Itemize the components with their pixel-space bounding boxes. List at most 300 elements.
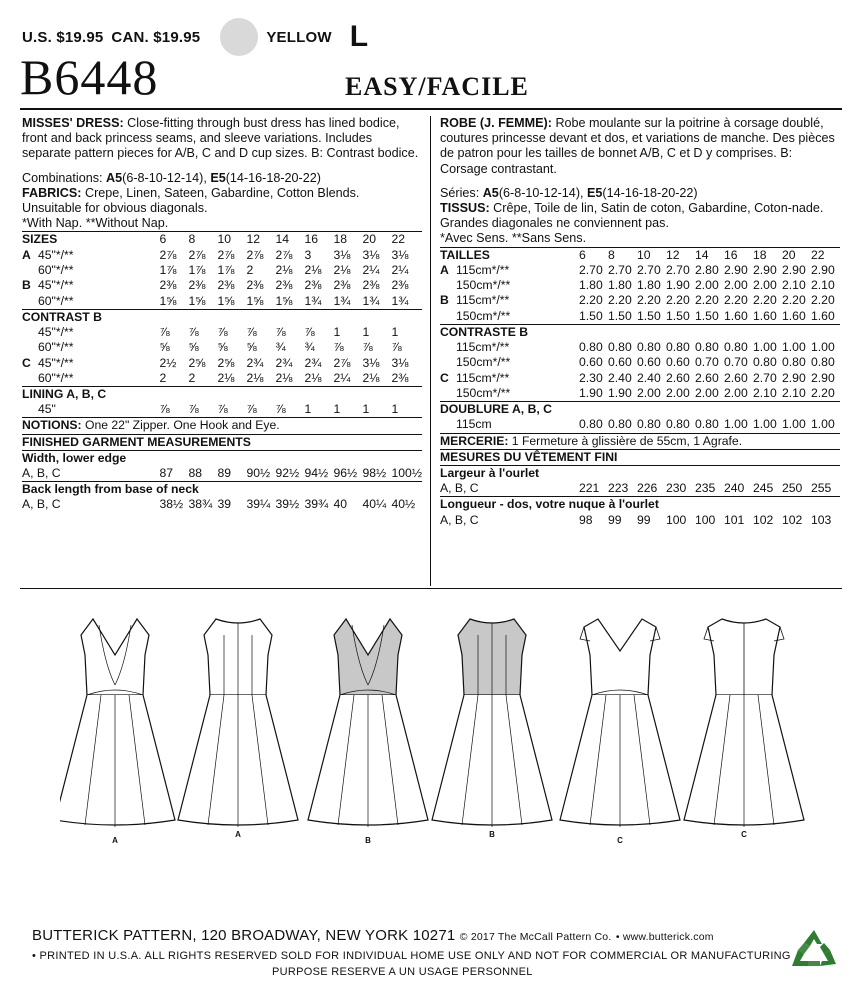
width-label: 150cm*/** (456, 308, 511, 323)
measurement-value: 235 (695, 481, 716, 496)
yardage-value: 1¾ (333, 293, 351, 308)
view-c-front (560, 619, 680, 827)
yardage-value: 2.60 (724, 370, 748, 385)
yardage-value: 2.90 (782, 262, 806, 277)
yardage-value: 0.80 (695, 417, 719, 432)
yardage-value: 2⅛ (333, 262, 351, 277)
measurement-value: 92½ (275, 466, 300, 481)
table-row (440, 513, 840, 528)
yardage-value: 1.00 (782, 340, 806, 355)
yardage-value: 2⅜ (333, 278, 351, 293)
dress-sketches (60, 615, 820, 855)
yardage-value: 2.90 (724, 262, 748, 277)
width-label: B 45"*/** (22, 278, 74, 293)
size-header: 8 (608, 247, 615, 262)
table-row (440, 247, 840, 263)
width-label: C 45"*/** (22, 355, 74, 370)
measurement-value: 89 (217, 466, 232, 481)
measurement-value: 100½ (391, 466, 422, 481)
yardage-value: 2⅞ (333, 355, 351, 370)
yardage-value: 2.20 (724, 293, 748, 308)
yardage-value: 1 (333, 324, 341, 339)
difficulty-label: EASY/FACILE (345, 72, 529, 101)
column-divider (430, 116, 431, 586)
table-row (440, 497, 840, 513)
yardage-value: 2⅜ (217, 278, 235, 293)
yardage-value: 2.00 (637, 386, 661, 401)
width-label: 115cm*/** (456, 340, 510, 355)
fabrics-en: FABRICS: Crepe, Linen, Sateen, Gabardine, Cotton Blends. (22, 185, 360, 200)
table-row (22, 325, 422, 340)
spacer-cell (510, 340, 579, 355)
measurement-value: 102 (753, 512, 774, 527)
footer-rights: • PRINTED IN U.S.A. ALL RIGHTS RESERVED SOLD FOR INDIVIDUAL HOME USE ONLY AND NOT FOR COMMERCIAL OR MANUFACTURING (32, 950, 791, 962)
yardage-value: 0.80 (666, 340, 690, 355)
table-row (22, 309, 422, 325)
yardage-value: 1.90 (579, 386, 603, 401)
yardage-value: 2.70 (753, 370, 777, 385)
yardage-value: 2¾ (246, 355, 264, 370)
yardage-value: 0.80 (637, 417, 661, 432)
spacer-cell (80, 402, 160, 418)
english-column (22, 116, 422, 513)
yardage-value: 2¼ (362, 262, 380, 277)
fabrics-fr: TISSUS: Crêpe, Toile de lin, Satin de coton, Gabardine, Coton-nade. (440, 201, 824, 216)
combinations-fr: Séries: A5(6-8-10-12-14), E5(14-16-18-20-22) (440, 185, 698, 200)
measurement-value: 90½ (246, 466, 271, 481)
table-row (440, 278, 840, 293)
size-header: 6 (579, 247, 586, 262)
table-bottom-rule (20, 588, 842, 589)
width-label: 150cm*/** (456, 355, 511, 370)
yardage-value: 2.80 (695, 262, 719, 277)
spacer-cell (510, 293, 579, 308)
table-row (440, 355, 840, 370)
table-row (440, 449, 840, 465)
yardage-value: 0.80 (724, 340, 748, 355)
yardage-value: 2.20 (811, 386, 835, 401)
yardage-value: 1.50 (608, 308, 632, 323)
website-link[interactable]: • www.butterick.com (615, 931, 714, 943)
view-b-front (308, 619, 428, 827)
spacer-cell (80, 294, 160, 310)
yardage-value: 2½ (159, 355, 177, 370)
view-c-back (684, 619, 804, 827)
spacer-cell (80, 371, 160, 387)
yardage-value: 0.80 (579, 340, 603, 355)
view-b-back (432, 619, 552, 827)
measurement-value: 40½ (391, 497, 416, 512)
yardage-value: ¾ (304, 340, 315, 355)
measurement-value: 87 (159, 466, 174, 481)
contrast-label: CONTRASTE B (440, 324, 529, 339)
yardage-value: ⅝ (159, 340, 170, 355)
back-length-label: Longueur - dos, votre nuque à l'ourlet (440, 497, 659, 512)
yardage-value: 2⅞ (159, 247, 177, 262)
spacer-cell (510, 417, 579, 433)
yardage-value: 2.40 (637, 370, 661, 385)
yardage-value: 2⅛ (275, 370, 293, 385)
yardage-value: 2¼ (391, 262, 409, 277)
view-label: B (365, 836, 371, 845)
contrast-label: CONTRAST B (22, 309, 102, 324)
yardage-value: 2.10 (782, 386, 806, 401)
measurement-value: 98½ (362, 466, 387, 481)
yardage-value: 2⅜ (188, 278, 206, 293)
footer-personal-use: PURPOSE RESERVE A UN USAGE PERSONNEL (272, 966, 533, 978)
measurement-value: 221 (579, 481, 600, 496)
yardage-value: 0.60 (666, 355, 690, 370)
table-row (22, 248, 422, 263)
measurement-value: 39 (217, 497, 232, 512)
yardage-value: ⅝ (217, 340, 228, 355)
yardage-value: 2¾ (275, 355, 293, 370)
yardage-value: ⅝ (246, 340, 257, 355)
combinations-en: Combinations: A5(6-8-10-12-14), E5(14-16-18-20-22) (22, 170, 321, 185)
lining-label: DOUBLURE A, B, C (440, 402, 552, 417)
spacer-cell (510, 481, 579, 497)
view-label: A (235, 830, 241, 839)
yardage-value: 2.40 (608, 370, 632, 385)
measurement-value: 94½ (304, 466, 329, 481)
spacer-cell (510, 386, 579, 402)
yardage-value: 1¾ (362, 293, 380, 308)
measurement-value: 245 (753, 481, 774, 496)
yardage-value: 1.60 (724, 308, 748, 323)
yardage-value: 0.80 (608, 417, 632, 432)
yardage-value: 1.00 (753, 340, 777, 355)
views-label: A, B, C (440, 481, 479, 496)
yardage-value: 1.00 (811, 417, 835, 432)
yardage-value: 1.90 (608, 386, 632, 401)
yardage-value: ⅞ (159, 402, 170, 417)
color-name: YELLOW (266, 28, 332, 46)
yardage-value: 0.80 (666, 417, 690, 432)
yardage-value: 1 (304, 402, 312, 417)
yardage-value: 2.70 (666, 262, 690, 277)
yardage-value: 2.90 (811, 370, 835, 385)
yardage-value: 2 (159, 370, 167, 385)
nap-note-en: *With Nap. **Without Nap. (22, 216, 169, 231)
spacer-cell (510, 371, 579, 386)
measurement-value: 88 (188, 466, 203, 481)
size-header: 10 (637, 247, 651, 262)
spacer-cell (510, 263, 579, 278)
nap-note-fr: *Avec Sens. **Sans Sens. (440, 231, 587, 246)
table-row (22, 434, 422, 450)
width-label: C 115cm*/** (440, 370, 510, 385)
size-header: 16 (724, 247, 738, 262)
measurement-value: 240 (724, 481, 745, 496)
measurement-value: 103 (811, 512, 832, 527)
size-header: 20 (362, 232, 377, 247)
yardage-value: 1⅝ (246, 293, 264, 308)
measurement-value: 223 (608, 481, 629, 496)
yardage-value: 3 (304, 247, 312, 262)
yardage-value: 2⅛ (304, 370, 322, 385)
size-letter: L (349, 20, 369, 53)
yardage-value: 2.00 (666, 386, 690, 401)
can-price: CAN. $19.95 (111, 28, 201, 46)
yardage-value: 2⅞ (217, 247, 235, 262)
size-header: 22 (811, 247, 825, 262)
sizes-label: TAILLES (440, 247, 490, 262)
table-row (440, 324, 840, 340)
measurement-value: 99 (608, 512, 622, 527)
width-label: Width, lower edge (22, 450, 127, 465)
measurement-value: 230 (666, 481, 687, 496)
yardage-table-fr (440, 247, 840, 528)
yardage-value: 2.90 (782, 370, 806, 385)
yardage-value: 2⅜ (304, 278, 322, 293)
spacer-cell (80, 325, 160, 340)
yardage-value: 2.20 (666, 293, 690, 308)
yardage-value: 1.00 (782, 417, 806, 432)
description-fr: ROBE (J. FEMME): Robe moulante sur la poitrine à corsage doublé, coutures princesse devant et dos, et variations de manche. Des pièces de patron pour les tailles de bonnet A/B, C et D y comprises. B: Corsage contrastant. (440, 116, 835, 176)
yardage-value: 1⅝ (275, 293, 293, 308)
measurement-value: 102 (782, 512, 803, 527)
measurement-value: 100 (666, 512, 687, 527)
spacer-cell (80, 263, 160, 278)
table-row (440, 309, 840, 325)
views-label: A, B, C (22, 497, 61, 512)
yardage-value: 0.60 (637, 355, 661, 370)
yardage-value: 0.80 (637, 340, 661, 355)
size-header: 20 (782, 247, 796, 262)
measurement-value: 39½ (275, 497, 300, 512)
yardage-value: 1⅞ (217, 262, 235, 277)
yardage-value: ⅞ (333, 340, 344, 355)
table-row (440, 417, 840, 433)
company-address: BUTTERICK PATTERN, 120 BROADWAY, NEW YORK 10271 (32, 927, 456, 944)
yardage-value: 2.30 (579, 370, 603, 385)
yardage-value: 1 (333, 402, 341, 417)
view-label: B (489, 830, 495, 839)
table-row (440, 402, 840, 418)
yardage-value: 0.70 (695, 355, 719, 370)
yardage-value: 1.00 (724, 417, 748, 432)
yardage-value: 2¾ (304, 355, 322, 370)
spacer-cell (80, 356, 160, 371)
spacer-cell (80, 466, 160, 482)
yardage-value: ⅞ (275, 402, 286, 417)
yardage-value: 2.20 (695, 293, 719, 308)
yardage-value: 2.00 (753, 278, 777, 293)
yardage-value: 1 (362, 324, 370, 339)
size-header: 14 (275, 232, 290, 247)
yardage-value: 2.10 (811, 278, 835, 293)
yardage-value: 2 (188, 370, 196, 385)
yardage-value: ⅞ (246, 402, 257, 417)
yardage-value: 1.00 (753, 417, 777, 432)
yardage-value: 1⅝ (159, 293, 177, 308)
measurement-value: 101 (724, 512, 745, 527)
footer-company (32, 927, 714, 944)
yardage-value: 1¾ (391, 293, 409, 308)
spacer-cell (80, 340, 160, 355)
yardage-value: 3⅛ (391, 355, 409, 370)
width-label: B 115cm*/** (440, 293, 510, 308)
width-label: 60"*/** (38, 340, 74, 355)
yardage-value: 2⅜ (391, 370, 409, 385)
spacer-cell (80, 248, 160, 263)
yardage-value: 1.60 (782, 308, 806, 323)
yardage-value: 2⅜ (159, 278, 177, 293)
yardage-value: 2⅛ (217, 370, 235, 385)
notions: NOTIONS: One 22" Zipper. One Hook and Eye. (22, 418, 280, 433)
yardage-value: 2⅛ (246, 370, 264, 385)
yardage-value: 0.80 (753, 355, 777, 370)
copyright: © 2017 The McCall Pattern Co. (459, 931, 612, 943)
width-label: 115cm (456, 417, 492, 432)
yardage-value: ⅞ (159, 324, 170, 339)
yardage-value: 1⅝ (188, 293, 206, 308)
width-label: 150cm*/** (456, 278, 511, 293)
spacer-cell (510, 355, 579, 370)
yardage-value: 2.00 (695, 386, 719, 401)
width-label: 150cm*/** (456, 386, 511, 401)
yardage-value: 2⅛ (362, 370, 380, 385)
measurement-value: 98 (579, 512, 593, 527)
spacer-cell (510, 309, 579, 325)
table-row (440, 293, 840, 308)
yardage-value: 2.10 (753, 386, 777, 401)
table-row (440, 263, 840, 278)
yardage-value: 2⅜ (391, 278, 409, 293)
spacer-cell (510, 513, 579, 528)
table-row (22, 278, 422, 293)
measurement-value: 40 (333, 497, 348, 512)
yardage-value: 2.20 (782, 293, 806, 308)
yardage-value: 2.60 (695, 370, 719, 385)
measurement-value: 250 (782, 481, 803, 496)
yardage-value: 0.70 (724, 355, 748, 370)
width-label: 60"*/** (38, 262, 74, 277)
measurement-value: 255 (811, 481, 832, 496)
width-label: 45"*/** (38, 324, 74, 339)
yardage-value: 2.60 (666, 370, 690, 385)
yardage-value: 1 (391, 324, 399, 339)
yardage-value: ⅞ (275, 324, 286, 339)
spacer-cell (80, 497, 160, 512)
view-label: C (741, 830, 747, 839)
finished-measurements-label: FINISHED GARMENT MEASUREMENTS (22, 434, 251, 449)
view-label: C (617, 836, 623, 845)
yardage-value: 1¾ (304, 293, 322, 308)
yardage-value: 2.00 (724, 278, 748, 293)
yardage-value: 2.70 (637, 262, 661, 277)
yardage-value: 2¼ (333, 370, 351, 385)
yardage-value: 0.80 (579, 417, 603, 432)
measurement-value: 100 (695, 512, 716, 527)
unsuitable-fr: Grandes diagonales ne conviennent pas. (440, 216, 669, 231)
table-row (22, 387, 422, 403)
yardage-value: 1⅝ (217, 293, 235, 308)
lining-label: LINING A, B, C (22, 387, 107, 402)
yardage-value: ⅝ (188, 340, 199, 355)
size-header: 12 (666, 247, 680, 262)
width-label: 45" (38, 402, 56, 417)
measurement-value: 38½ (159, 497, 184, 512)
yardage-value: 0.80 (695, 340, 719, 355)
size-header: 6 (159, 232, 167, 247)
table-row (22, 418, 422, 434)
yardage-value: 1.90 (666, 278, 690, 293)
size-header: 22 (391, 232, 406, 247)
yardage-value: ⅞ (188, 324, 199, 339)
yardage-value: 3⅛ (391, 247, 409, 262)
table-row (22, 450, 422, 466)
size-header: 12 (246, 232, 261, 247)
yardage-value: 2.20 (753, 293, 777, 308)
yardage-value: 2.90 (811, 262, 835, 277)
spacer-cell (80, 278, 160, 293)
yardage-value: 1.00 (811, 340, 835, 355)
table-row (440, 340, 840, 355)
width-label: A 115cm*/** (440, 262, 510, 277)
size-header: 8 (188, 232, 196, 247)
views-label: A, B, C (440, 512, 479, 527)
yardage-value: 2.20 (637, 293, 661, 308)
yardage-value: 2⅝ (217, 355, 235, 370)
yardage-value: 1.80 (608, 278, 632, 293)
size-header: 16 (304, 232, 319, 247)
yardage-value: 0.80 (811, 355, 835, 370)
yardage-value: 3⅛ (362, 355, 380, 370)
yardage-value: 0.60 (608, 355, 632, 370)
recycle-icon (790, 928, 838, 972)
table-row (440, 433, 840, 449)
table-row (22, 482, 422, 498)
table-row (440, 466, 840, 482)
description-en: MISSES' DRESS: Close-fitting through bust dress has lined bodice, front and back princess seams, and sleeve variations. Includes separate pattern pieces for A/B, C and D cup sizes. B: Contrast bodice. (22, 116, 419, 161)
spacer-cell (510, 278, 579, 293)
yardage-value: 2⅛ (304, 262, 322, 277)
yardage-value: 2.10 (782, 278, 806, 293)
yardage-value: 1.50 (579, 308, 603, 323)
views-label: A, B, C (22, 466, 61, 481)
measurement-value: 40¼ (362, 497, 387, 512)
yardage-value: 2⅜ (362, 278, 380, 293)
measurement-value: 99 (637, 512, 651, 527)
yardage-value: 2.20 (811, 293, 835, 308)
yardage-value: 2 (246, 262, 254, 277)
table-row (440, 371, 840, 386)
view-a-front (60, 619, 175, 827)
yardage-value: 3⅛ (362, 247, 380, 262)
table-row (22, 466, 422, 482)
yardage-value: 2.70 (579, 262, 603, 277)
yardage-value: 2⅞ (246, 247, 264, 262)
measurement-value: 39¼ (246, 497, 271, 512)
yardage-value: 0.60 (579, 355, 603, 370)
size-header: 10 (217, 232, 232, 247)
pattern-code: B6448 (20, 49, 159, 105)
yardage-value: 2⅛ (275, 262, 293, 277)
yardage-value: 1⅞ (159, 262, 177, 277)
yardage-value: 2⅜ (275, 278, 293, 293)
yardage-value: ⅞ (217, 324, 228, 339)
measurement-value: 38¾ (188, 497, 213, 512)
table-row (22, 356, 422, 371)
yardage-value: 1 (391, 402, 399, 417)
yardage-value: ¾ (275, 340, 286, 355)
spacer-cell (510, 247, 579, 263)
finished-measurements-label: MESURES DU VÊTEMENT FINI (440, 449, 618, 464)
table-row (440, 386, 840, 402)
size-header: 18 (753, 247, 767, 262)
spacer-cell (80, 232, 160, 248)
